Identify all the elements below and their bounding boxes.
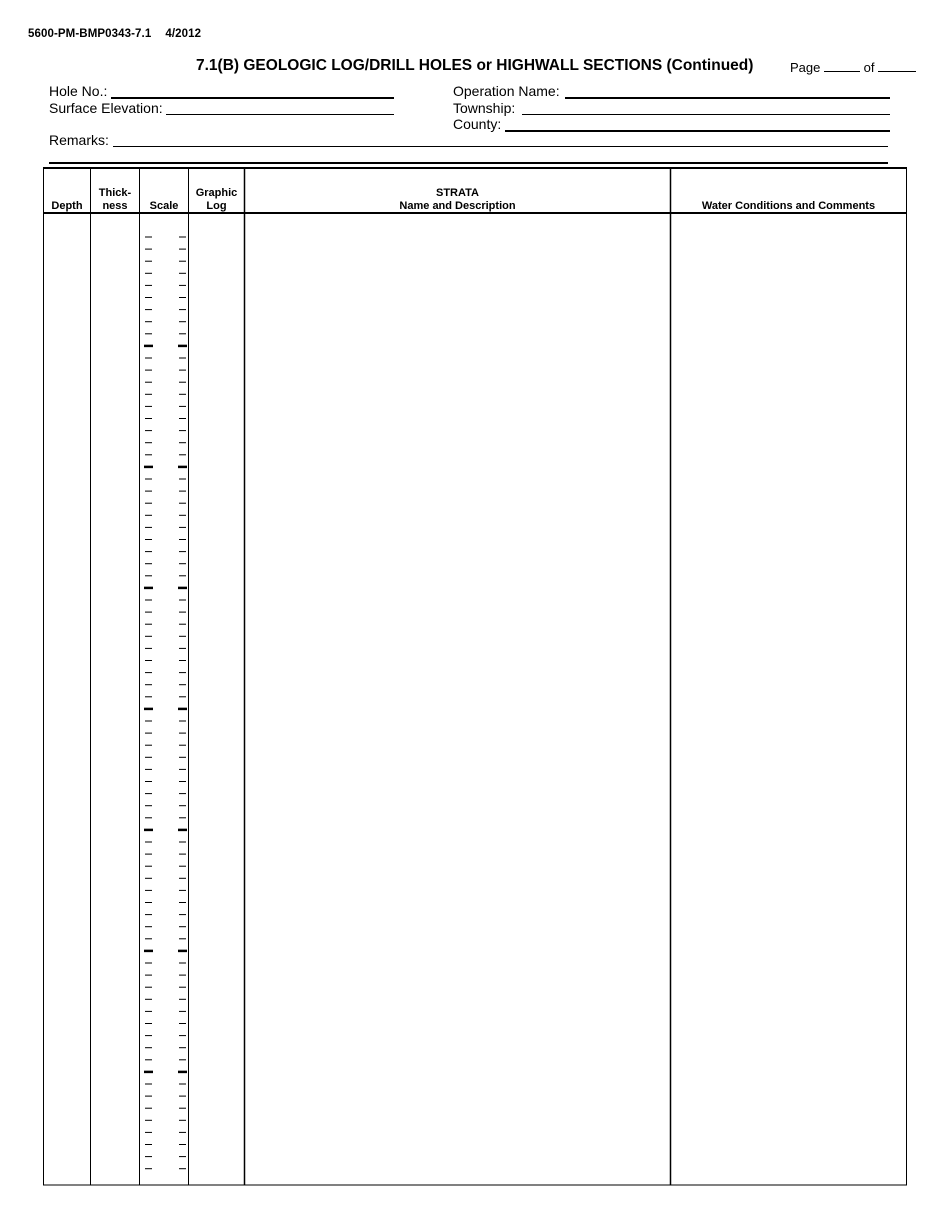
scale-ticks bbox=[144, 237, 187, 1169]
remarks-label: Remarks: bbox=[49, 132, 109, 148]
county-label: County: bbox=[453, 116, 502, 132]
table-border bbox=[44, 168, 907, 1185]
of-label: of bbox=[863, 60, 875, 75]
surface-elevation-label: Surface Elevation: bbox=[49, 100, 163, 116]
col-header-water-conditions: Water Conditions and Comments bbox=[701, 200, 876, 212]
form-title: 7.1(B) GEOLOGIC LOG/DRILL HOLES or HIGHWALL SECTIONS (Continued) bbox=[196, 57, 754, 74]
page-label: Page bbox=[790, 60, 821, 75]
col-header-graphic-log bbox=[189, 187, 244, 213]
col-header-depth: Depth bbox=[51, 200, 83, 212]
form-number-code: 5600-PM-BMP0343-7.1 bbox=[28, 28, 152, 40]
col-header-strata-line2: Name and Description bbox=[399, 200, 516, 212]
col-header-strata-line1: STRATA bbox=[436, 187, 479, 199]
operation-name-label: Operation Name: bbox=[453, 83, 560, 99]
col-header-thickness bbox=[91, 187, 139, 213]
hole-no-label: Hole No.: bbox=[49, 83, 108, 99]
col-header-thickness-line1: Thick- bbox=[98, 187, 132, 199]
col-header-scale: Scale bbox=[149, 200, 179, 212]
col-header-thickness-line2: ness bbox=[102, 200, 128, 212]
form-date: 4/2012 bbox=[165, 28, 202, 40]
col-header-graphic-line2: Log bbox=[206, 200, 227, 212]
township-label: Township: bbox=[453, 100, 516, 116]
col-header-strata bbox=[245, 187, 670, 213]
col-header-graphic-line1: Graphic bbox=[195, 187, 238, 199]
